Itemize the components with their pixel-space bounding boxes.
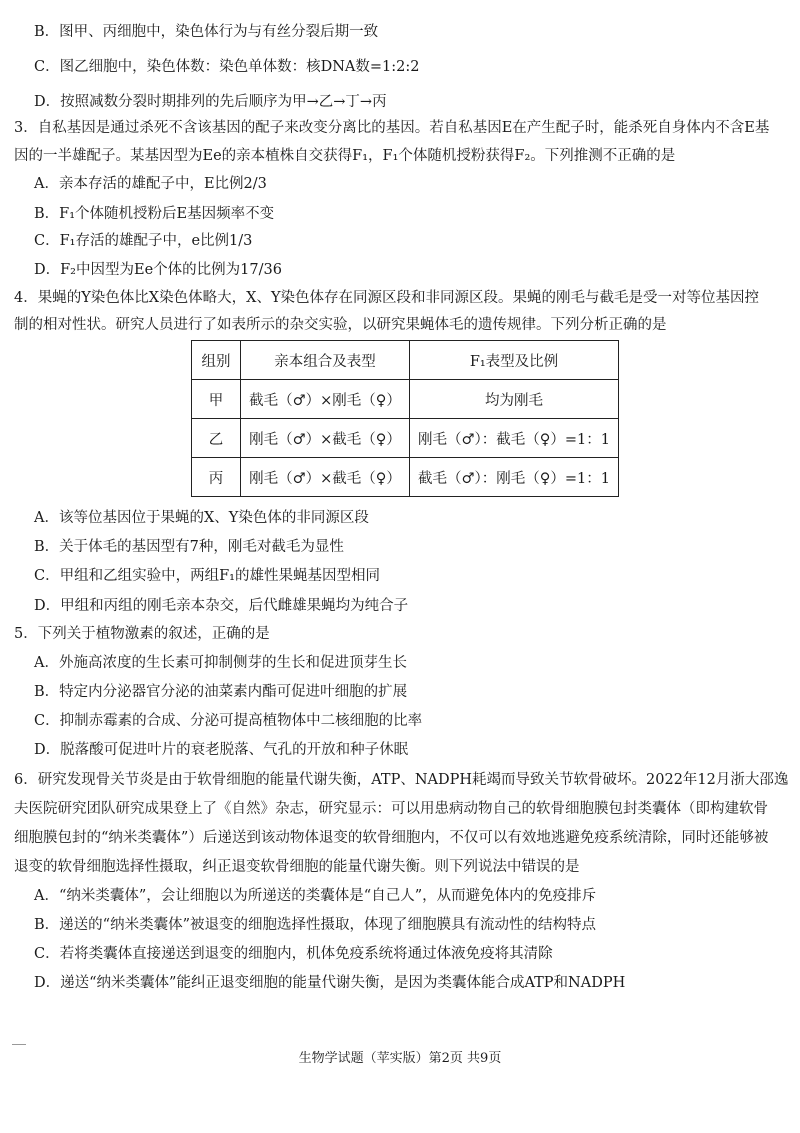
q4-option-a: A．该等位基因位于果蝇的X、Y染色体的非同源区段	[34, 510, 369, 526]
table-cell: 刚毛（♂）：截毛（♀）=1：1	[410, 419, 619, 458]
table-cell: 甲	[192, 380, 241, 419]
q3-option-d: D．F₂中因型为Ee个体的比例为17/36	[34, 262, 282, 278]
q4-option-d: D．甲组和丙组的刚毛亲本杂交，后代雌雄果蝇均为纯合子	[34, 598, 409, 614]
table-cell: 乙	[192, 419, 241, 458]
q5-option-a: A．外施高浓度的生长素可抑制侧芽的生长和促进顶芽生长	[34, 655, 407, 671]
q6-stem-line2: 夫医院研究团队研究成果登上了《自然》杂志，研究显示：可以用患病动物自己的软骨细胞膜包封类囊体（即构建软骨	[14, 801, 768, 817]
table-header-f1: F₁表型及比例	[410, 341, 619, 380]
q4-stem-line2: 制的相对性状。研究人员进行了如表所示的杂交实验，以研究果蝇体毛的遗传规律。下列分析正确的是	[14, 317, 667, 333]
q6-option-c: C．若将类囊体直接递送到退变的细胞内，机体免疫系统将通过体液免疫将其清除	[34, 946, 553, 962]
table-cell: 截毛（♂）：刚毛（♀）=1：1	[410, 458, 619, 497]
table-header-group: 组别	[192, 341, 241, 380]
q2-option-c: C．图乙细胞中，染色体数：染色单体数：核DNA数=1:2:2	[34, 59, 420, 75]
table-header-parents: 亲本组合及表型	[241, 341, 410, 380]
q6-option-d: D．递送“纳米类囊体”能纠正退变细胞的能量代谢失衡，是因为类囊体能合成ATP和NADPH	[34, 975, 626, 991]
q6-stem-line4: 退变的软骨细胞选择性摄取，纠正退变软骨细胞的能量代谢失衡。则下列说法中错误的是	[14, 859, 580, 875]
q5-option-c: C．抑制赤霉素的合成、分泌可提高植物体中二核细胞的比率	[34, 713, 423, 729]
q4-option-b: B．关于体毛的基因型有7种，刚毛对截毛为显性	[34, 539, 344, 555]
q3-stem-line1: 3．自私基因是通过杀死不含该基因的配子来改变分离比的基因。若自私基因E在产生配子时，能杀死自身体内不含E基	[14, 120, 770, 136]
scan-mark	[12, 1044, 26, 1045]
q3-option-a: A．亲本存活的雄配子中，E比例2/3	[34, 176, 267, 192]
q3-stem-line2: 因的一半雄配子。某基因型为Ee的亲本植株自交获得F₁，F₁个体随机授粉获得F₂。下列推测不正确的是	[14, 148, 676, 164]
q5-option-b: B．特定内分泌器官分泌的油菜素内酯可促进叶细胞的扩展	[34, 684, 408, 700]
page-footer: 生物学试题（苹实版）第2页 共9页	[298, 1051, 502, 1066]
q6-stem-line3: 细胞膜包封的“纳米类囊体”）后递送到该动物体退变的软骨细胞内，不仅可以有效地逃避免疫系统清除，同时还能够被	[14, 830, 769, 846]
q2-option-d: D．按照减数分裂时期排列的先后顺序为甲→乙→丁→丙	[34, 94, 387, 110]
q3-option-b: B．F₁个体随机授粉后E基因频率不变	[34, 206, 275, 222]
q6-stem-line1: 6．研究发现骨关节炎是由于软骨细胞的能量代谢失衡，ATP、NADPH耗竭而导致关节软骨破坏。2022年12月浙大邵逸	[14, 772, 789, 788]
q4-option-c: C．甲组和乙组实验中，两组F₁的雄性果蝇基因型相同	[34, 568, 380, 584]
table-cell: 截毛（♂）×刚毛（♀）	[241, 380, 410, 419]
q3-option-c: C．F₁存活的雄配子中，e比例1/3	[34, 233, 253, 249]
q2-option-b: B．图甲、丙细胞中，染色体行为与有丝分裂后期一致	[34, 24, 379, 40]
table-cell: 均为刚毛	[410, 380, 619, 419]
q4-stem-line1: 4．果蝇的Y染色体比X染色体略大，X、Y染色体存在同源区段和非同源区段。果蝇的刚毛与截毛是受一对等位基因控	[14, 290, 760, 306]
table-cell: 丙	[192, 458, 241, 497]
q4-cross-table	[191, 340, 619, 497]
table-cell: 刚毛（♂）×截毛（♀）	[241, 458, 410, 497]
q6-option-a: A．“纳米类囊体”，会让细胞以为所递送的类囊体是“自己人”，从而避免体内的免疫排斥	[34, 888, 597, 904]
q5-stem: 5．下列关于植物激素的叙述，正确的是	[14, 626, 270, 642]
table-cell: 刚毛（♂）×截毛（♀）	[241, 419, 410, 458]
q6-option-b: B．递送的“纳米类囊体”被退变的细胞选择性摄取，体现了细胞膜具有流动性的结构特点	[34, 917, 596, 933]
q5-option-d: D．脱落酸可促进叶片的衰老脱落、气孔的开放和种子休眠	[34, 742, 409, 758]
